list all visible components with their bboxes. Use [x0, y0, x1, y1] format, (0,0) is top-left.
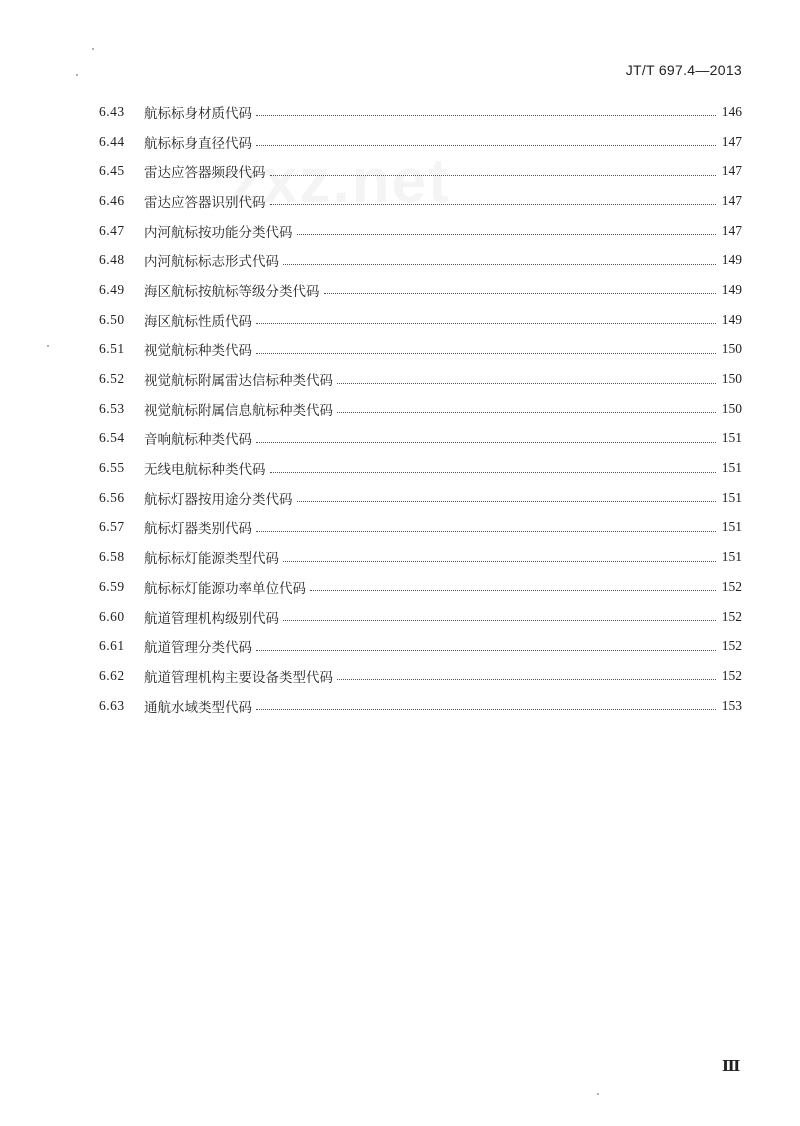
toc-entry-title: 航标标身材质代码	[144, 105, 252, 122]
toc-entry-number: 6.63	[99, 697, 125, 713]
toc-entry[interactable]	[99, 275, 742, 305]
toc-entry-title: 音响航标种类代码	[144, 432, 252, 449]
toc-entry[interactable]	[99, 513, 742, 543]
toc-entry-page: 152	[721, 608, 742, 624]
toc-entry[interactable]	[99, 572, 742, 602]
toc-leader-dots	[256, 115, 716, 116]
toc-leader-dots	[283, 561, 716, 562]
toc-entry-page: 151	[721, 489, 742, 505]
toc-entry[interactable]	[99, 364, 742, 394]
toc-entry-number: 6.46	[99, 192, 125, 208]
scan-speck	[92, 48, 94, 50]
toc-entry-title: 航道管理分类代码	[144, 640, 252, 657]
toc-leader-dots	[283, 620, 716, 621]
toc-leader-dots	[297, 234, 717, 235]
toc-entry-number: 6.60	[99, 608, 125, 624]
toc-entry-page: 150	[721, 400, 742, 416]
toc-entry-page: 152	[721, 667, 742, 683]
toc-entry[interactable]	[99, 394, 742, 424]
toc-entry-title: 航标灯器类别代码	[144, 521, 252, 538]
toc-leader-dots	[283, 264, 716, 265]
toc-entry-title: 雷达应答器识别代码	[144, 194, 266, 211]
toc-leader-dots	[297, 501, 717, 502]
toc-entry-page: 146	[721, 103, 742, 119]
toc-leader-dots	[256, 709, 716, 710]
toc-leader-dots	[256, 650, 716, 651]
toc-entry-title: 航标标身直径代码	[144, 135, 252, 152]
toc-entry-page: 151	[721, 519, 742, 535]
toc-entry-title: 内河航标标志形式代码	[144, 254, 279, 271]
toc-entry[interactable]	[99, 542, 742, 572]
toc-entry-number: 6.49	[99, 281, 125, 297]
toc-entry[interactable]	[99, 453, 742, 483]
table-of-contents	[99, 97, 742, 720]
toc-entry-number: 6.50	[99, 311, 125, 327]
toc-entry-number: 6.62	[99, 667, 125, 683]
toc-entry-number: 6.44	[99, 133, 125, 149]
toc-leader-dots	[337, 679, 716, 680]
toc-entry-title: 雷达应答器频段代码	[144, 165, 266, 182]
toc-entry-title: 航道管理机构主要设备类型代码	[144, 669, 333, 686]
toc-entry-page: 149	[721, 252, 742, 268]
toc-entry-number: 6.52	[99, 371, 125, 387]
toc-entry[interactable]	[99, 305, 742, 335]
toc-leader-dots	[337, 383, 716, 384]
toc-entry-page: 147	[721, 163, 742, 179]
toc-entry-number: 6.45	[99, 163, 125, 179]
toc-entry[interactable]	[99, 424, 742, 454]
scan-speck	[76, 74, 78, 76]
scan-speck	[597, 1093, 599, 1095]
toc-entry-page: 151	[721, 549, 742, 565]
toc-leader-dots	[324, 293, 717, 294]
toc-leader-dots	[256, 353, 716, 354]
scan-speck	[47, 345, 49, 347]
toc-entry-page: 152	[721, 578, 742, 594]
toc-entry-number: 6.43	[99, 103, 125, 119]
toc-entry[interactable]	[99, 156, 742, 186]
toc-entry-page: 150	[721, 371, 742, 387]
toc-entry-title: 通航水域类型代码	[144, 699, 252, 716]
toc-leader-dots	[256, 323, 716, 324]
standard-code-header: JT/T 697.4—2013	[625, 62, 742, 78]
toc-entry-title: 海区航标按航标等级分类代码	[144, 283, 320, 300]
toc-entry-number: 6.55	[99, 460, 125, 476]
toc-entry-number: 6.56	[99, 489, 125, 505]
toc-entry[interactable]	[99, 216, 742, 246]
toc-entry-number: 6.53	[99, 400, 125, 416]
toc-leader-dots	[270, 204, 717, 205]
toc-entry-page: 147	[721, 222, 742, 238]
toc-entry-title: 航标灯器按用途分类代码	[144, 491, 293, 508]
toc-entry[interactable]	[99, 483, 742, 513]
toc-leader-dots	[337, 412, 716, 413]
toc-entry-number: 6.51	[99, 341, 125, 357]
toc-entry-number: 6.61	[99, 638, 125, 654]
toc-entry-page: 149	[721, 281, 742, 297]
toc-entry-page: 153	[721, 697, 742, 713]
toc-entry-number: 6.54	[99, 430, 125, 446]
toc-entry-title: 无线电航标种类代码	[144, 462, 266, 479]
toc-entry-page: 147	[721, 192, 742, 208]
toc-entry[interactable]	[99, 186, 742, 216]
toc-entry[interactable]	[99, 602, 742, 632]
toc-entry-number: 6.57	[99, 519, 125, 535]
toc-entry-page: 147	[721, 133, 742, 149]
toc-entry-title: 视觉航标附属信息航标种类代码	[144, 402, 333, 419]
toc-entry[interactable]	[99, 661, 742, 691]
toc-leader-dots	[256, 442, 716, 443]
page-number: Ⅲ	[722, 1059, 741, 1075]
toc-entry-title: 海区航标性质代码	[144, 313, 252, 330]
toc-entry[interactable]	[99, 691, 742, 721]
toc-entry[interactable]	[99, 631, 742, 661]
toc-entry[interactable]	[99, 245, 742, 275]
toc-entry[interactable]	[99, 97, 742, 127]
toc-entry-number: 6.58	[99, 549, 125, 565]
toc-entry-page: 151	[721, 430, 742, 446]
toc-leader-dots	[270, 472, 717, 473]
toc-entry-title: 航标标灯能源功率单位代码	[144, 580, 306, 597]
toc-leader-dots	[270, 175, 717, 176]
toc-entry-number: 6.48	[99, 252, 125, 268]
watermark: zxz.net	[230, 147, 451, 216]
toc-leader-dots	[256, 531, 716, 532]
toc-entry-number: 6.59	[99, 578, 125, 594]
toc-entry-title: 视觉航标种类代码	[144, 343, 252, 360]
toc-leader-dots	[310, 590, 716, 591]
toc-entry[interactable]	[99, 127, 742, 157]
toc-entry-title: 航标标灯能源类型代码	[144, 551, 279, 568]
toc-entry-title: 内河航标按功能分类代码	[144, 224, 293, 241]
toc-entry-number: 6.47	[99, 222, 125, 238]
toc-entry-page: 152	[721, 638, 742, 654]
toc-entry-page: 151	[721, 460, 742, 476]
toc-entry-title: 视觉航标附属雷达信标种类代码	[144, 373, 333, 390]
toc-entry[interactable]	[99, 335, 742, 365]
toc-entry-title: 航道管理机构级别代码	[144, 610, 279, 627]
toc-leader-dots	[256, 145, 716, 146]
toc-entry-page: 150	[721, 341, 742, 357]
toc-entry-page: 149	[721, 311, 742, 327]
